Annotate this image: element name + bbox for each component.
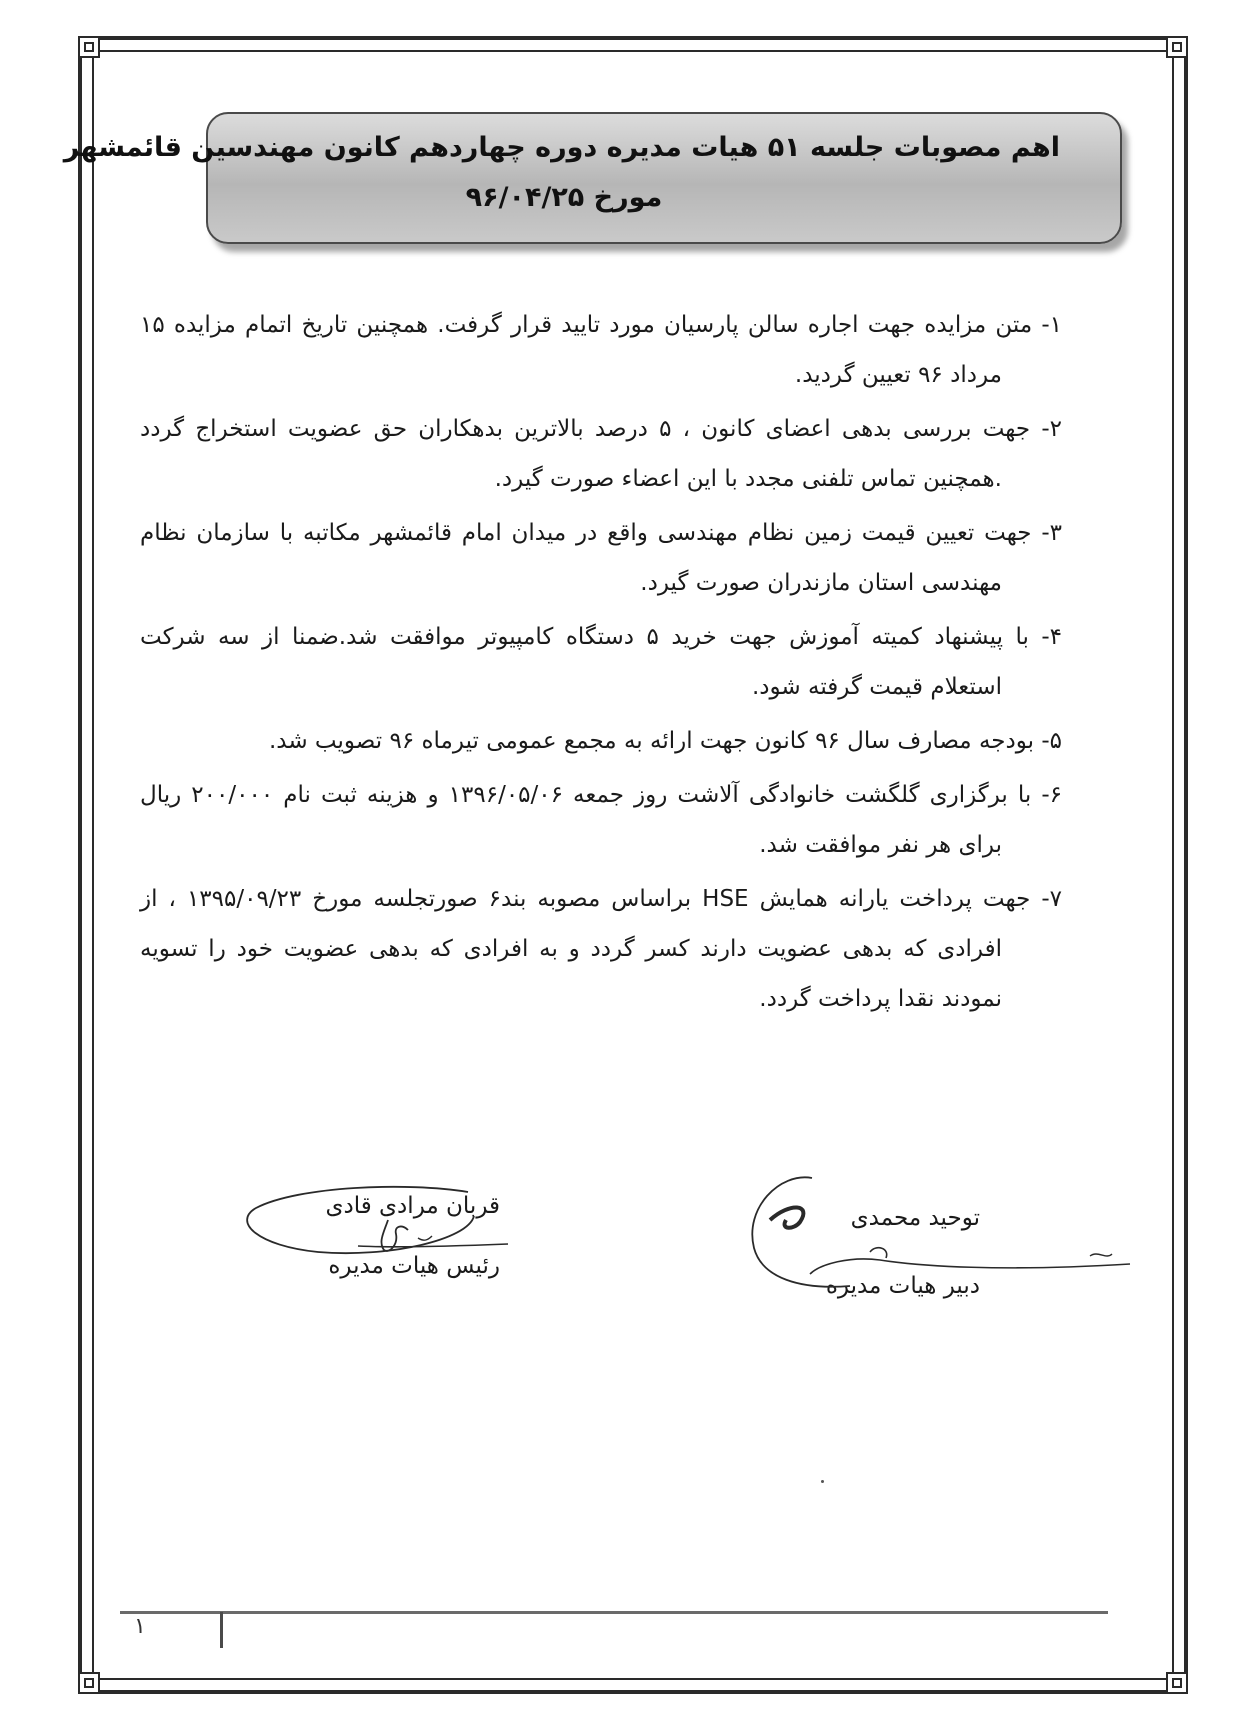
chairman-title: رئیس هیات مدیره — [328, 1253, 500, 1279]
secretary-signature-scribble — [740, 1168, 1140, 1298]
title-box — [63, 112, 1122, 244]
chairman-name: قربان مرادی قادی — [325, 1193, 500, 1219]
resolution-item: ۴- با پیشنهاد کمیته آموزش جهت خرید ۵ دستگاه کامپیوتر موافقت شد.ضمنا از سه شرکت استعلام قیمت گرفته شود. — [140, 624, 1063, 700]
resolution-item: ۶- با برگزاری گلگشت خانوادگی آلاشت روز جمعه ۱۳۹۶/۰۵/۰۶ و هزینه ثبت نام ۲۰۰/۰۰۰ ریال برای هر نفر موافقت شد. — [140, 782, 1063, 858]
document-date: مورخ ۹۶/۰۴/۲۵ — [465, 182, 663, 213]
scan-speck — [821, 1480, 824, 1483]
secretary-title: دبیر هیات مدیره — [825, 1273, 980, 1299]
border-corner-bottom-right — [1166, 1672, 1188, 1694]
resolution-item: ۳- جهت تعیین قیمت زمین نظام مهندسی واقع در میدان امام قائمشهر مکاتبه با سازمان نظام مهندسی استان مازندران صورت گیرد. — [140, 520, 1062, 596]
page-number: ۱ — [134, 1614, 146, 1639]
document-title: اهم مصوبات جلسه ۵۱ هیات مدیره دوره چهاردهم کانون مهندسین قائمشهر — [63, 132, 1060, 163]
resolution-item: ۵- بودجه مصارف سال ۹۶ کانون جهت ارائه به مجمع عمومی تیرماه ۹۶ تصویب شد. — [268, 728, 1062, 754]
resolution-item: ۱- متن مزایده جهت اجاره سالن پارسیان مورد تایید قرار گرفت. همچنین تاریخ اتمام مزایده ۱۵ مرداد ۹۶ تعیین گردید. — [140, 312, 1062, 388]
resolution-item: ۲- جهت بررسی بدهی اعضای کانون ، ۵ درصد بالاترین بدهکاران حق عضویت استخراج گردد .همچنین تماس تلفنی مجدد با این اعضاء صورت گیرد. — [140, 416, 1062, 492]
border-corner-top-right — [1166, 36, 1188, 58]
chairman-signature-scribble — [238, 1180, 518, 1270]
border-corner-top-left — [78, 36, 100, 58]
resolutions-list — [140, 300, 1062, 1028]
border-corner-bottom-left — [78, 1672, 100, 1694]
footer-divider — [220, 1612, 223, 1648]
resolution-item: ۷- جهت پرداخت یارانه همایش HSE براساس مصوبه بند۶ صورتجلسه مورخ ۱۳۹۵/۰۹/۲۳ ، از افرادی که بدهی عضویت دارند کسر گردد و به افرادی که بدهی عضویت خود را تسویه نمودند نقدا پرداخت گردد. — [140, 886, 1062, 1012]
secretary-name: توحید محمدی — [850, 1205, 980, 1231]
footer-rule — [120, 1611, 1108, 1614]
